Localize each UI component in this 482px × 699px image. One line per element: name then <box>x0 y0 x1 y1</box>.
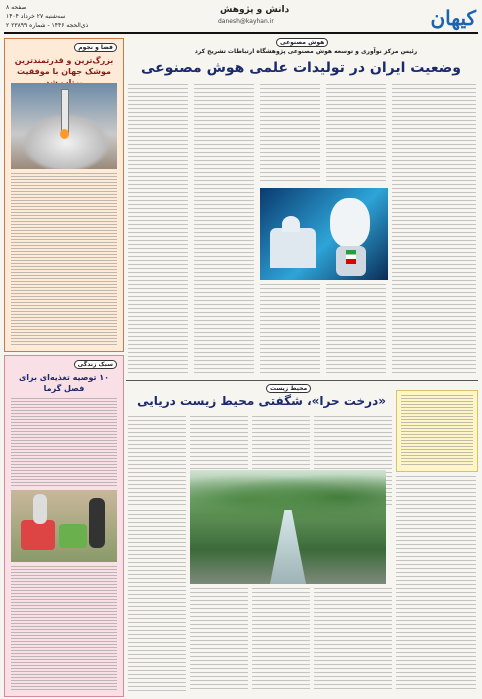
side-box-lifestyle-body-top <box>11 398 117 486</box>
side-box-space-body <box>11 173 117 345</box>
second-article-col-1 <box>128 416 186 506</box>
side-box-space <box>4 38 124 352</box>
side-box-space-tag: فضا و نجوم <box>74 43 117 52</box>
date-line: سه‌شنبه ۲۷ خرداد ۱۴۰۴ <box>6 13 66 20</box>
main-article-col-3 <box>260 84 320 184</box>
main-article-col-2 <box>194 84 254 374</box>
second-article-col-5 <box>396 476 476 692</box>
second-article <box>126 384 478 695</box>
issue-line: ۲ ذی‌الحجه ۱۴۴۶ - شماره ۲۳۸۹۹ <box>6 22 89 29</box>
main-article-col-3b <box>260 284 320 374</box>
side-box-lifestyle <box>4 355 124 697</box>
main-article-col-4 <box>326 84 386 184</box>
newspaper-logo: کیهان <box>430 6 476 30</box>
second-article-col-2b <box>190 588 248 692</box>
ai-robot-image <box>260 188 388 280</box>
side-box-lifestyle-tag: سبک زندگی <box>74 360 117 369</box>
side-box-lifestyle-body-bottom <box>11 566 117 690</box>
side-box-lifestyle-headline: ۱۰ توصیه تغذیه‌ای برای فصل گرما <box>18 373 110 393</box>
main-article-subtitle: رئیس مرکز نوآوری و توسعه هوش مصنوعی پژوهشگاه ارتباطات تشریح کرد <box>194 48 418 55</box>
section-title: دانش و پژوهش <box>220 5 290 15</box>
mangrove-forest-image <box>190 470 386 584</box>
page-label: صفحه ۸ <box>6 4 27 11</box>
rocket-launch-image <box>11 83 117 169</box>
main-article-headline: وضعیت ایران در تولیدات علمی هوش مصنوعی <box>141 60 461 76</box>
side-box-space-headline: بزرگ‌ترین و قدرتمندترین موشک جهان با موفقیت <box>14 56 114 76</box>
section-divider <box>126 380 478 381</box>
section-email: danesh@kayhan.ir <box>218 18 274 25</box>
main-article-col-4b <box>326 284 386 374</box>
second-article-kicker: محیط زیست <box>266 384 311 393</box>
market-image <box>11 490 117 562</box>
main-article-col-5 <box>392 84 476 374</box>
second-article-col-1b <box>128 510 186 692</box>
main-article <box>126 38 478 378</box>
masthead-rule <box>4 32 478 34</box>
second-article-col-3b <box>252 588 310 692</box>
second-article-col-4b <box>314 588 392 692</box>
main-article-col-1 <box>128 84 188 374</box>
main-article-kicker: هوش مصنوعی <box>276 38 328 47</box>
second-article-headline: «درخت حرا»، شگفتی محیط زیست دریایی <box>137 394 386 408</box>
second-article-lead <box>396 390 478 472</box>
masthead <box>0 0 482 40</box>
